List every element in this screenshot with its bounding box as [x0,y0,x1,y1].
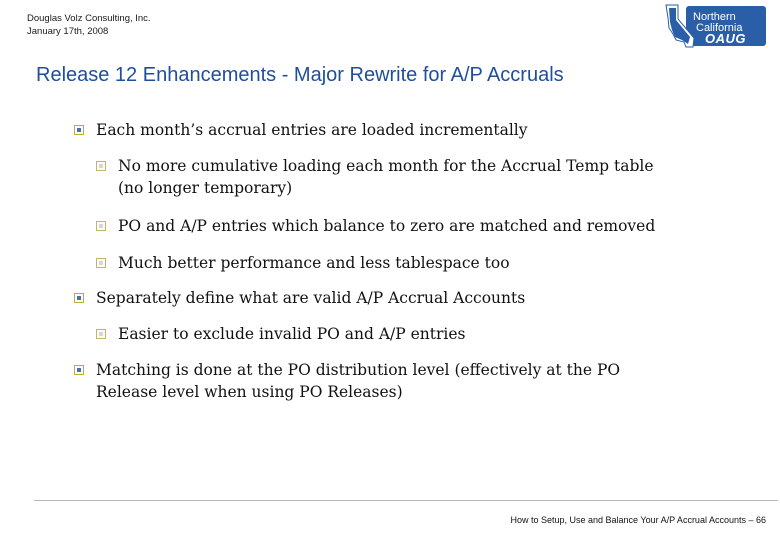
sub-bullet-item: No more cumulative loading each month for the Accrual Temp table (no longer temporary) [118,155,654,199]
sub-bullet-square-icon [96,221,106,231]
logo-text-oaug: OAUG [705,31,746,46]
bullet-item: Each month’s accrual entries are loaded incrementally [96,119,528,141]
sub-bullet-square-icon [96,161,106,171]
presentation-date: January 17th, 2008 [27,26,109,37]
logo-text-northern: Northern [693,11,736,23]
company-name: Douglas Volz Consulting, Inc. [27,13,151,24]
bullet-square-icon [74,365,84,375]
footer-text: How to Setup, Use and Balance Your A/P Accrual Accounts – 66 [510,515,766,525]
footer-divider [34,500,778,501]
sub-bullet-item: PO and A/P entries which balance to zero are matched and removed [118,215,655,237]
slide-title: Release 12 Enhancements - Major Rewrite for A/P Accruals [36,64,564,86]
bullet-item: Matching is done at the PO distribution level (effectively at the PO Release level when using PO Releases) [96,359,620,403]
sub-bullet-item: Much better performance and less tablespace too [118,252,510,274]
bullet-item: Separately define what are valid A/P Accrual Accounts [96,287,525,309]
sub-bullet-item: Easier to exclude invalid PO and A/P entries [118,323,466,345]
bullet-square-icon [74,125,84,135]
bullet-square-icon [74,293,84,303]
header-info [27,12,151,38]
sub-bullet-square-icon [96,329,106,339]
sub-bullet-square-icon [96,258,106,268]
logo-text-california: California [696,22,743,34]
